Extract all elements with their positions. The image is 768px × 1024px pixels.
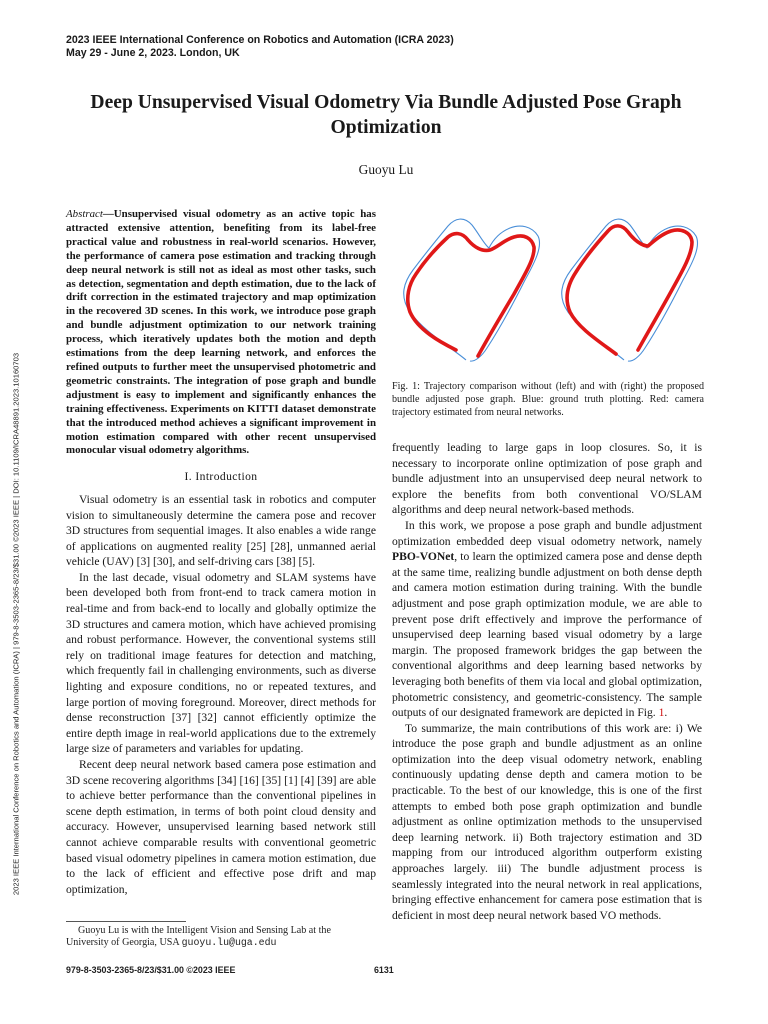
side-note-doi xyxy=(4,268,28,980)
p1-end: . xyxy=(664,706,668,720)
footer-copyright: 979-8-3503-2365-8/23/$31.00 ©2023 IEEE xyxy=(66,965,236,975)
right-paragraph-1 xyxy=(392,518,702,721)
estimated-trajectory-right xyxy=(567,226,692,354)
section-heading-introduction: I. Introduction xyxy=(184,470,258,484)
conference-date-location: May 29 - June 2, 2023. London, UK xyxy=(66,47,240,59)
ground-truth-trajectory-left xyxy=(404,219,540,361)
p1-after: , to learn the optimized camera pose and dense depth at the same time, realizing bundle adjustment on both dense depth and camera motion estimation during training. With the bundle adjustment and pose graph optimization module, we are able to prevent pose drift effectively and improve the performance of unsupervised deep learning based visual odometry by a large margin. The proposed framework bridges the gap between the conventional algorithms and deep learning based networks by leveraging both benefits of them via local and global optimization, photometric consistency, and geometric-consistency. The sample outputs of our designated framework are depicted in Fig. xyxy=(392,550,702,720)
intro-paragraph-1: Visual odometry is an essential task in robotics and computer vision to simultaneously determine the camera pose and recover 3D structures from sequential images. It also enables a wide range of applications on augmented reality [25] [28], unmanned aerial vehicle (UAV) [3] [30], and self-driving cars [38] [5]. xyxy=(66,492,376,569)
footnote-text: Guoyu Lu is with the Intelligent Vision and Sensing Lab at the University of Georgia, USA xyxy=(66,925,331,949)
author-email: guoyu.lu@uga.edu xyxy=(181,937,277,949)
side-note-text: 2023 IEEE International Conference on Robotics and Automation (ICRA) | 979-8-3503-2365-8/23/$31.00 ©2023 IEEE | DOI: 10.1109/ICRA48891.2023.10160703 xyxy=(11,352,21,896)
figure-1 xyxy=(392,210,704,375)
ground-truth-trajectory-right xyxy=(562,219,698,361)
conference-header xyxy=(66,34,454,60)
intro-paragraph-2: In the last decade, visual odometry and SLAM systems have been developed both from front-end to track camera motion in real-time and from back-end to locally and globally optimize the 3D structures and camera motion, which have achieved promising and robust performance. However, the conventional systems still rely on traditional image features for detection and matching, which frequently fail in challenging environments, such as diverse lighting and exposure conditions, no or repeated textures, and large portion of moving foreground. Moreover, direct methods for dense reconstruction [37] [32] cannot efficiently optimize the entire depth image in real-world applications due to the extremely large size of parameters and variables for updating. xyxy=(66,570,376,756)
right-column xyxy=(392,440,702,923)
conference-name: 2023 IEEE International Conference on Robotics and Automation (ICRA 2023) xyxy=(66,34,454,46)
footnote-divider xyxy=(66,921,186,922)
abstract-text: Unsupervised visual odometry as an active topic has attracted extensive attention, benefiting from its label-free practical value and robustness in real-world scenarios. However, the performance of camera pose estimation and tracking through deep neural network is still not as ideal as most other tasks, such as detection, segmentation and depth estimation, due to the lack of drift correction in the estimated trajectory and map optimization in the recovered 3D scenes. In this work, we introduce pose graph and bundle adjustment optimization to our network training process, which iteratively updates both the motion and depth estimations from the deep learning network, and enforces the refined outputs to further meet the unsupervised photometric and geometric constraints. The integration of pose graph and bundle adjustment is easy to implement and significantly enhances the training effectiveness. Experiments on KITTI dataset demonstrate that the introduced method achieves a significant improvement in motion estimation compared with other recent unsupervised monocular visual odometry algorithms. xyxy=(66,208,376,457)
abstract xyxy=(66,208,376,458)
abstract-separator: — xyxy=(102,208,114,220)
method-name: PBO-VONet xyxy=(392,550,455,564)
paper-title: Deep Unsupervised Visual Odometry Via Bundle Adjusted Pose Graph Optimization xyxy=(90,92,682,138)
right-paragraph-0: frequently leading to large gaps in loop closures. So, it is necessary to incorporate online optimization of pose graph and bundle adjustment into an unsupervised deep neural network to explore the benefits from both conventional VO/SLAM algorithms and deep neural network-based methods. xyxy=(392,441,702,517)
trajectory-plot-right xyxy=(562,219,698,361)
figure-ref-link[interactable]: 1 xyxy=(658,706,665,720)
p1-before: In this work, we propose a pose graph and bundle adjustment optimization embedded deep visual odometry network, namely xyxy=(392,518,702,548)
left-column xyxy=(66,208,376,897)
abstract-label: Abstract xyxy=(66,208,103,220)
author-footnote xyxy=(66,925,376,950)
page-number: 6131 xyxy=(374,965,394,975)
right-paragraph-2: To summarize, the main contributions of this work are: i) We introduce the pose graph and bundle adjustment as an online optimization into the deep visual odometry network, enabling continuously updating dense depth and camera motion to be practicable. To the best of our knowledge, this is one of the first attempts to embed both pose graph optimization and bundle adjustment as online optimization methods to the unsupervised deep learning network. ii) Both trajectory estimation and 3D mapping from our introduced algorithm outperform existing approaches largely. iii) The bundle adjustment process is seamlessly integrated into the neural network in real applications, bringing effective enhancement for camera pose estimation that is deficient in most deep neural network based VO methods. xyxy=(392,721,702,922)
trajectory-plot-left xyxy=(404,219,540,361)
intro-paragraph-3: Recent deep neural network based camera pose estimation and 3D scene recovering algorithms [34] [16] [35] [1] [4] [39] are able to achieve better performance than the conventional pipelines in scene depth estimation, in terms of both point cloud density and accuracy. However, unsupervised learning based network still cannot achieve comparable results with conventional geometric based visual odometry pipelines in camera motion estimation, due to the lack of efficient and effective pose drift and map optimization, xyxy=(66,758,376,896)
trajectory-comparison-plot xyxy=(392,210,704,375)
paper-author: Guoyu Lu xyxy=(358,162,414,177)
figure-1-caption: Fig. 1: Trajectory comparison without (left) and with (right) the proposed bundle adjusted pose graph. Blue: ground truth plotting. Red: camera trajectory estimated from neural networks. xyxy=(392,381,704,418)
